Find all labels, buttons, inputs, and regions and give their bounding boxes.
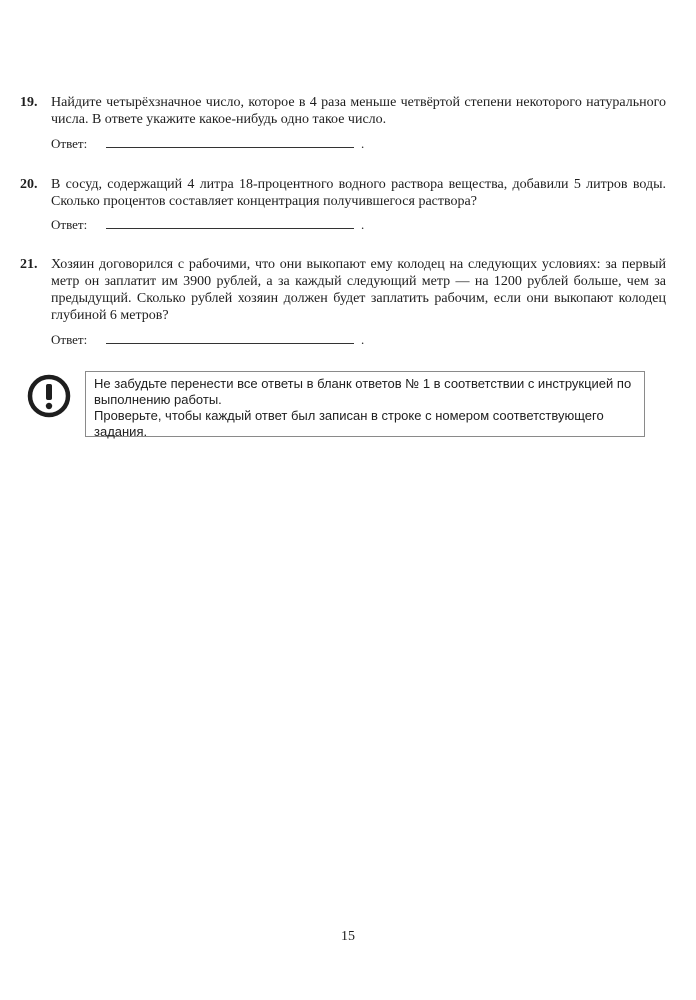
problem-number: 20. bbox=[20, 177, 38, 192]
answer-end-mark: . bbox=[361, 332, 365, 347]
exclamation-circle-icon bbox=[26, 373, 72, 419]
answer-line[interactable] bbox=[106, 218, 354, 229]
answer-end-mark: . bbox=[361, 136, 365, 151]
problem-text: В сосуд, содержащий 4 литра 18-процентного водного раствора вещества, добавили 5 литров воды. Сколько процентов составляет концентрация получившегося раствора? bbox=[51, 177, 666, 209]
notice-box bbox=[85, 371, 645, 437]
answer-label: Ответ: bbox=[51, 332, 88, 347]
notice-line-2: Проверьте, чтобы каждый ответ был записан в строке с номером соответствующего задания. bbox=[94, 408, 604, 439]
page-number: 15 bbox=[341, 929, 355, 944]
answer-line[interactable] bbox=[106, 137, 354, 148]
answer-label: Ответ: bbox=[51, 136, 88, 151]
answer-line[interactable] bbox=[106, 333, 354, 344]
answer-row bbox=[51, 136, 364, 152]
problem-text: Хозяин договорился с рабочими, что они выкопают ему колодец на следующих условиях: за первый метр он заплатит им 3900 рублей, а за каждый следующий метр — на 1200 рублей больше, чем за предыдущий. Сколько рублей хозяин должен будет заплатить рабочим, если они выкопают колодец глубиной 6 метров? bbox=[51, 257, 666, 323]
problem-text: Найдите четырёхзначное число, которое в 4 раза меньше четвёртой степени некоторого натурального числа. В ответе укажите какое-нибудь одно такое число. bbox=[51, 95, 666, 127]
answer-row bbox=[51, 332, 364, 348]
problem-number: 19. bbox=[20, 95, 38, 110]
problem-number: 21. bbox=[20, 257, 38, 272]
answer-label: Ответ: bbox=[51, 217, 88, 232]
notice-line-1: Не забудьте перенести все ответы в бланк ответов № 1 в соответствии с инструкцией по выполнению работы. bbox=[94, 376, 632, 407]
answer-row bbox=[51, 217, 364, 233]
answer-end-mark: . bbox=[361, 217, 365, 232]
